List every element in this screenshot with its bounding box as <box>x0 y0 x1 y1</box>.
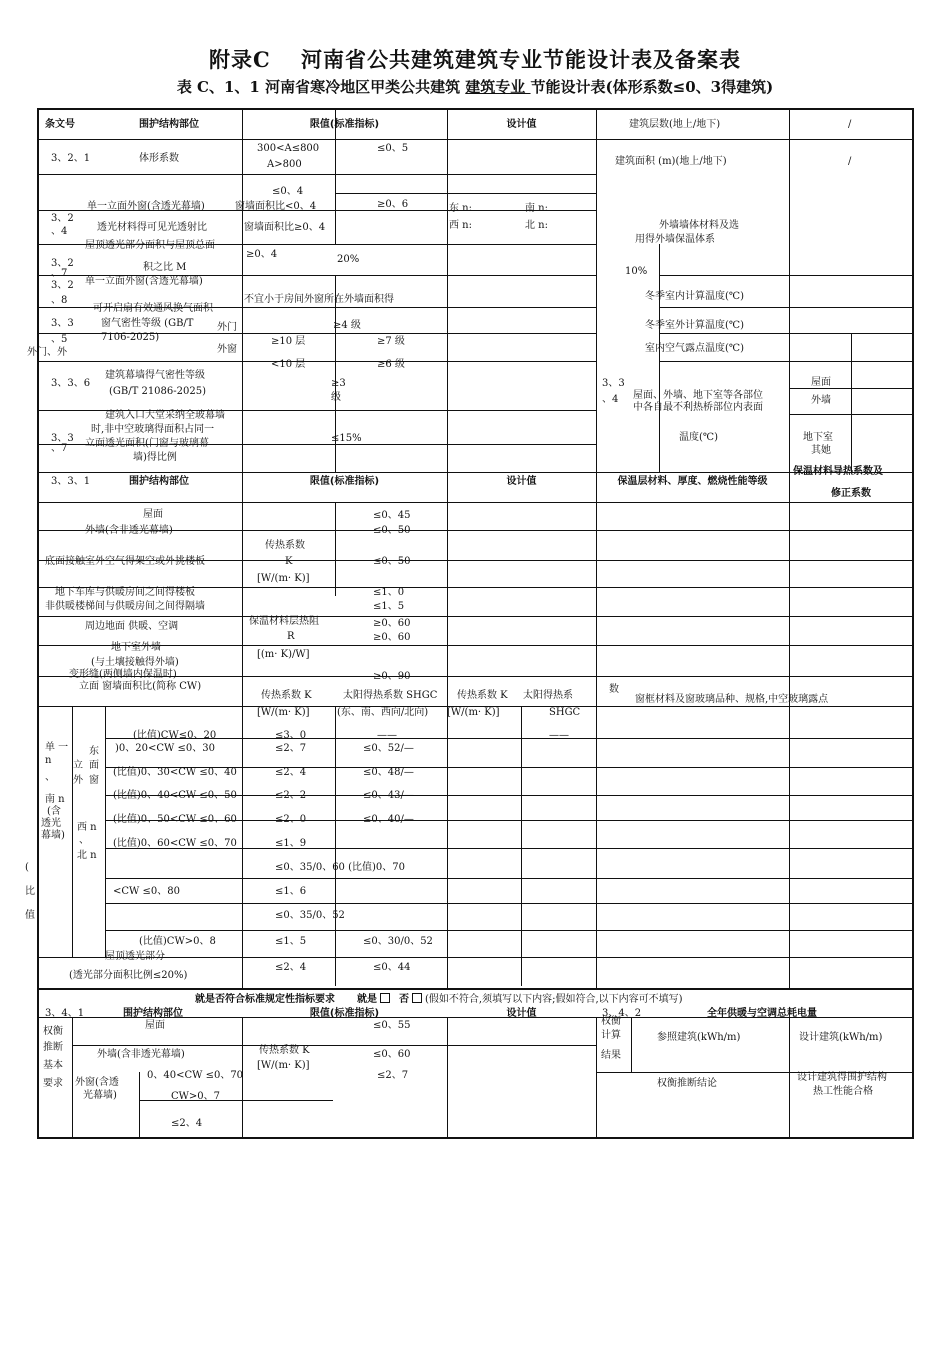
vent-facade: 单一立面外窗(含透光幕墙) <box>85 276 203 287</box>
page-subtitle: 表 C、1、1 河南省寒冷地区甲类公共建筑 建筑专业 节能设计表(体形系数≤0、3得建筑) <box>176 78 774 96</box>
thermal-bridge-3: 温度(℃) <box>679 432 718 443</box>
floors-ge-10: ≥10 层 <box>271 336 306 347</box>
cw-row-1-k: ≤3、0 <box>275 730 307 741</box>
vent-limit: 不宜小于房间外窗所在外墙面积得 <box>244 294 394 305</box>
clause-328-b: 、8 <box>51 295 68 306</box>
clause-321: 3、2、1 <box>51 153 91 164</box>
design-table <box>25 108 914 1139</box>
dew-point: 室内空气露点温度(℃) <box>645 343 744 354</box>
compliance-row: 就是否符合标准规定性指标要求 就是 否 (假如不符合,须填写以下内容;假如符合,以下内容可不填写) <box>195 994 683 1005</box>
level-4: ≥4 级 <box>333 320 361 331</box>
n-label: n <box>45 755 52 766</box>
win-shgc-2: (东、南、西向/北向) <box>337 707 429 718</box>
single-facade-window: 单一立面外窗(含透光幕墙) <box>87 201 205 212</box>
clause-342: 3、4、2 <box>602 1008 642 1019</box>
s3-header-limit: 限值(标准指标) <box>309 1008 380 1019</box>
header-clause: 条文号 <box>45 119 75 130</box>
k-label-3: [W/(m· K)] <box>257 573 310 584</box>
zhi-label: 值 <box>25 910 35 921</box>
cw-row-8-k: ≤1、6 <box>275 886 307 897</box>
roof-ratio-2: 积之比 M <box>143 262 187 273</box>
entrance-2: 时,非中空玻璃得面积占同一 <box>91 424 215 435</box>
clause-324: 3、2 <box>51 213 74 224</box>
facade-wwr: 立面 窗墙面积比(简称 CW) <box>79 681 202 692</box>
s3-window-2: 光幕墙) <box>83 1090 117 1101</box>
floors-value: / <box>848 119 852 130</box>
vent-area: 可开启扇有效通风换气面积 <box>93 303 213 314</box>
winter-indoor: 冬季室内计算温度(℃) <box>645 291 744 302</box>
tradeoff-conclusion: 权衡推断结论 <box>657 1078 717 1089</box>
no-checkbox[interactable] <box>412 993 422 1003</box>
area-value: / <box>848 156 852 167</box>
tb-other: 其她 <box>811 445 831 456</box>
door: 外门 <box>217 322 237 333</box>
curtain-wall-2: (GB/T 21086-2025) <box>109 386 206 397</box>
cw-row-2-shgc: ≤0、52/— <box>363 743 414 754</box>
east-n: 东 n: <box>449 203 472 214</box>
area-label: 建筑面积 (m)(地上/地下) <box>615 156 727 167</box>
window-airtight-2: 7106-2025) <box>101 332 160 343</box>
li-label: 立 <box>73 760 83 771</box>
s2-header-design: 设计值 <box>506 476 537 487</box>
paren-label: ( <box>25 862 29 873</box>
calc-2: 计算 <box>601 1030 621 1041</box>
clause-337: 3、3 <box>51 433 74 444</box>
tradeoff-2: 推断 <box>43 1042 63 1053</box>
clause-334-b: 、4 <box>602 394 619 405</box>
north-n: 北 n: <box>525 220 548 231</box>
curtain-wall-1: 建筑幕墙得气密性等级 <box>105 370 205 381</box>
area-range-2: A>800 <box>267 159 302 170</box>
design-building: 设计建筑(kWh/m) <box>799 1032 883 1043</box>
wwr-lt-04: 窗墙面积比<0、4 <box>235 201 317 212</box>
window-airtight-1: 窗气密性等级 (GB/T <box>101 318 194 329</box>
page-title: 附录C 河南省公共建筑建筑专业节能设计表及备案表 <box>208 47 742 72</box>
cw-row-10-shgc: ≤0、30/0、52 <box>363 936 433 947</box>
winter-outdoor: 冬季室外计算温度(℃) <box>645 320 744 331</box>
cw-row-7: ≤0、35/0、60 (比值)0、70 <box>275 862 405 873</box>
clause-327: 3、2 <box>51 258 74 269</box>
wai-label: 外 <box>73 775 83 786</box>
design-k-2: [W/(m· K)] <box>447 707 500 718</box>
s2-header-k2: 修正系数 <box>831 488 871 499</box>
win-k-2: [W/(m· K)] <box>257 707 310 718</box>
tb-wall: 外墙 <box>811 395 831 406</box>
row-overhang-limit: ≤0、50 <box>373 556 411 567</box>
wwr-ge-04: 窗墙面积比≥0、4 <box>244 222 326 233</box>
thermal-bridge-1: 屋面、外墙、地下室等各部位 <box>633 390 763 401</box>
r-label-2: R <box>287 631 295 642</box>
skylight-1: 屋顶透光部分 <box>105 951 165 962</box>
pct-10: 10% <box>625 266 648 277</box>
tradeoff-4: 要求 <box>43 1078 63 1089</box>
cw-row-4-k: ≤2、2 <box>275 790 307 801</box>
cw-row-3-k: ≤2、4 <box>275 767 307 778</box>
shape-coefficient: 体形系数 <box>139 153 179 164</box>
design-k-1: 传热系数 K <box>457 690 508 701</box>
west-dot: 、 <box>79 835 89 846</box>
wwr-limit-1: ≤0、4 <box>272 186 304 197</box>
calc-1: 权衡 <box>601 1016 621 1027</box>
cw-row-1-shgc: —— <box>377 730 397 741</box>
area-range-1: 300<A≤800 <box>257 143 320 154</box>
cw-row-9: ≤0、35/0、52 <box>275 910 345 921</box>
design-shgc-1: 太阳得热系 <box>523 690 573 701</box>
window: 外窗 <box>217 344 237 355</box>
cw-row-2: )0、20<CW ≤0、30 <box>115 743 215 754</box>
s3-wall: 外墙(含非透光幕墙) <box>97 1049 185 1060</box>
curtain-wall-limit-2: 级 <box>331 392 341 403</box>
floors-lt-10: <10 层 <box>271 359 306 370</box>
area-range-1-limit: ≤0、5 <box>377 143 409 154</box>
cw-row-4-shgc: ≤0、43/— <box>363 790 414 801</box>
dot-label: 、 <box>45 772 55 783</box>
entrance-1: 建筑入口大堂采纳全玻幕墙 <box>105 410 225 421</box>
west-n: 西 n: <box>449 220 472 231</box>
cw-row-3: (比值)0、30<CW ≤0、40 <box>113 767 237 778</box>
k-label-1: 传热系数 <box>265 540 305 551</box>
entrance-limit: ≤15% <box>331 433 362 444</box>
frame-material: 窗框材料及窗玻璃品种、规格,中空玻璃露点 <box>635 694 829 705</box>
tb-basement: 地下室 <box>803 432 833 443</box>
west-label: 西 n <box>77 822 97 833</box>
s2-header-limit: 限值(标准指标) <box>309 476 380 487</box>
row-stair: 非供暖楼梯间与供暖房间之间得隔墙 <box>45 601 205 612</box>
s3-cw-2: CW>0、7 <box>171 1091 221 1102</box>
south-n: 南 n: <box>525 203 548 214</box>
wwr-lt-04-limit: ≥0、6 <box>377 199 409 210</box>
cw-row-1-design: —— <box>549 730 569 741</box>
clause-334: 3、3 <box>602 378 625 389</box>
entrance-3: 立面透光面积(门窗与玻璃幕 <box>85 438 209 449</box>
cw-row-6: (比值)0、60<CW ≤0、70 <box>113 838 237 849</box>
south-label: 南 n <box>45 794 65 805</box>
clause-335-b: 、5 <box>51 334 68 345</box>
tb-roof: 屋面 <box>811 377 831 388</box>
cw-row-4: (比值)0、40<CW ≤0、50 <box>113 790 237 801</box>
clause-328: 3、2 <box>51 280 74 291</box>
clause-331: 3、3、1 <box>51 476 91 487</box>
s3-wall-limit: ≤0、60 <box>373 1049 411 1060</box>
s2-header-part: 围护结构部位 <box>129 476 189 487</box>
clause-341: 3、4、1 <box>45 1008 85 1019</box>
clause-337-b: 、7 <box>51 443 68 454</box>
cw-row-5-k: ≤2、0 <box>275 814 307 825</box>
conclusion-1: 设计建筑得围护结构 <box>797 1072 887 1083</box>
s3-window-1: 外窗(含透 <box>75 1077 119 1088</box>
skylight-shgc: ≤0、44 <box>373 962 411 973</box>
row-wall: 外墙(含非透光幕墙) <box>85 525 173 536</box>
row-joint-limit: ≥0、90 <box>373 671 411 682</box>
s2-header-k1: 保温材料导热系数及 <box>793 466 883 477</box>
design-shgc-3: 数 <box>609 684 619 695</box>
row-garage: 地下车库与供暖房间之间得楼板 <box>55 587 195 598</box>
visible-transmittance: 透光材料得可见光透射比 <box>97 222 207 233</box>
cw-row-6-k: ≤1、9 <box>275 838 307 849</box>
row-perimeter-limit: ≥0、60 <box>373 618 411 629</box>
door-window-left: 外门、外 <box>27 347 67 358</box>
row-basement-1: 地下室外墙 <box>111 642 161 653</box>
row-basement-2: (与土壤接触得外墙) <box>91 657 179 668</box>
wall-material-2: 用得外墙保温体系 <box>635 234 715 245</box>
row-roof: 屋面 <box>143 509 163 520</box>
floors-lt-10-limit: ≥6 级 <box>377 359 405 370</box>
s3-roof-limit: ≤0、55 <box>373 1020 411 1031</box>
row-stair-limit: ≤1、5 <box>373 601 405 612</box>
han-label: (含 <box>47 806 61 817</box>
s3-header-design: 设计值 <box>506 1008 537 1019</box>
s3-k-1: 传热系数 K <box>259 1045 310 1056</box>
clause-327-b: 、7 <box>51 268 68 279</box>
north-label: 北 n <box>77 850 97 861</box>
curtain-wall-limit-1: ≥3 <box>331 378 346 389</box>
row-joint: 变形缝(两侧墙内保温时) <box>69 669 177 680</box>
calc-3: 结果 <box>601 1050 621 1061</box>
mian-label: 面 <box>89 760 99 771</box>
s3-cw-2-limit: ≤2、4 <box>171 1118 203 1129</box>
header-limit: 限值(标准指标) <box>309 119 380 130</box>
entrance-4: 墙)得比例 <box>133 452 177 463</box>
tradeoff-3: 基本 <box>43 1060 63 1071</box>
s3-header-part: 围护结构部位 <box>123 1008 183 1019</box>
tradeoff-1: 权衡 <box>43 1026 63 1037</box>
cw-row-10: (比值)CW>0、8 <box>139 936 216 947</box>
wall-material-1: 外墙墙体材料及选 <box>659 220 739 231</box>
cw-row-3-shgc: ≤0、48/— <box>363 767 414 778</box>
thermal-bridge-2: 中各自最不利热桥部位内表面 <box>633 402 763 413</box>
reference-building: 参照建筑(kWh/m) <box>657 1032 741 1043</box>
row-wall-limit: ≤0、50 <box>373 525 411 536</box>
floors-label: 建筑层数(地上/地下) <box>629 119 721 130</box>
total-energy: 全年供暖与空调总耗电量 <box>707 1008 817 1019</box>
s2-header-insulation: 保温层材料、厚度、燃烧性能等级 <box>617 476 768 487</box>
design-shgc-2: SHGC <box>549 707 581 718</box>
cw-row-1: (比值)CW≤0、20 <box>133 730 217 741</box>
skylight-k: ≤2、4 <box>275 962 307 973</box>
row-overhang: 底面接触室外空气得架空或外挑楼板 <box>45 556 205 567</box>
row-perimeter-limit-2: ≥0、60 <box>373 632 411 643</box>
row-roof-limit: ≤0、45 <box>373 510 411 521</box>
header-design: 设计值 <box>506 119 537 130</box>
bi-label: 比 <box>25 886 35 897</box>
cw-row-5: (比值)0、50<CW ≤0、60 <box>113 814 237 825</box>
skylight-2: (透光部分面积比例≤20%) <box>69 970 188 981</box>
s3-roof: 屋面 <box>145 1020 165 1031</box>
k-label-2: K <box>285 556 293 567</box>
floors-ge-10-limit: ≥7 级 <box>377 336 405 347</box>
r-label-1: 保温材料层热阻 <box>249 616 319 627</box>
clause-324-b: 、4 <box>51 226 68 237</box>
cw-row-8: <CW ≤0、80 <box>113 886 180 897</box>
row-perimeter: 周边地面 供暖、空调 <box>85 621 179 632</box>
win-shgc-1: 太阳得热系数 SHGC <box>343 690 438 701</box>
east-label: 东 <box>89 746 99 757</box>
chuang-label: 窗 <box>89 775 99 786</box>
roof-ratio-pct: 20% <box>337 254 360 265</box>
mu-label: 幕墙) <box>41 830 65 841</box>
row-garage-limit: ≤1、0 <box>373 587 405 598</box>
conclusion-2: 热工性能合格 <box>813 1086 873 1097</box>
yes-checkbox[interactable] <box>380 993 390 1003</box>
cw-row-10-k: ≤1、5 <box>275 936 307 947</box>
cw-row-2-k: ≤2、7 <box>275 743 307 754</box>
s3-cw-1: 0、40<CW ≤0、70 <box>147 1070 244 1081</box>
single-label: 单 一 <box>45 742 69 753</box>
s3-k-2: [W/(m· K)] <box>257 1060 310 1071</box>
r-label-3: [(m· K)/W] <box>257 649 310 660</box>
header-part: 围护结构部位 <box>139 119 199 130</box>
clause-336: 3、3、6 <box>51 378 91 389</box>
tou-label: 透光 <box>41 818 61 829</box>
cw-row-5-shgc: ≤0、40/— <box>363 814 414 825</box>
s3-cw-1-limit: ≤2、7 <box>377 1070 409 1081</box>
roof-ratio-1: 屋顶透光部分面积与屋顶总面 <box>85 240 215 251</box>
win-k-1: 传热系数 K <box>261 690 312 701</box>
roof-ratio-3: ≥0、4 <box>246 249 278 260</box>
clause-335: 3、3 <box>51 318 74 329</box>
